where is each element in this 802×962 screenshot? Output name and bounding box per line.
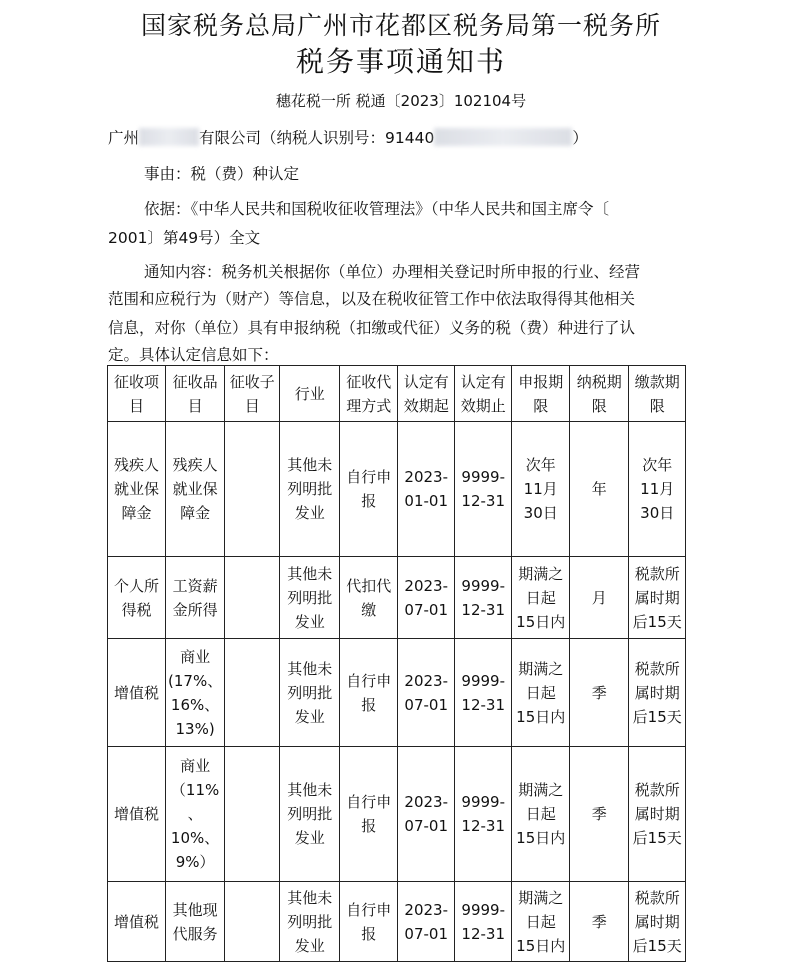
basis-line-2: 2001〕第49号）全文	[108, 229, 261, 247]
cell-text: 11月	[640, 480, 675, 498]
cell-text: 发业	[294, 504, 325, 522]
cell-text: 报	[361, 924, 377, 943]
cell-text: 报	[361, 817, 377, 835]
cell-text: 税款所	[634, 564, 680, 583]
table-cell	[512, 557, 570, 639]
cell-text: 自行申	[346, 468, 392, 486]
table-cell	[340, 557, 398, 639]
cell-text: 障金	[180, 504, 211, 522]
cell-text: 日起	[525, 805, 556, 823]
cell-text: 12-31	[461, 924, 505, 943]
table-row	[108, 882, 686, 962]
cell-text: 15日内	[516, 829, 566, 847]
cell-text: 9999-	[461, 793, 505, 811]
header-text: 纳税期	[576, 372, 622, 391]
table-header-cell	[225, 366, 280, 422]
cell-text: 自行申	[346, 900, 392, 919]
cell-text: 报	[361, 492, 377, 510]
table-cell	[166, 747, 225, 882]
table-header-cell	[512, 366, 570, 422]
table-cell	[280, 639, 340, 747]
cell-text: 15日内	[516, 936, 566, 955]
header-text: 目	[187, 396, 203, 415]
cell-text: 列明批	[287, 683, 333, 702]
addressee-suffix: 有限公司（纳税人识别号：91440	[199, 129, 435, 147]
table-cell	[512, 639, 570, 747]
basis-line-1: 依据：《中华人民共和国税收征收管理法》（中华人民共和国主席令〔	[144, 200, 610, 218]
header-text: 限	[649, 396, 665, 415]
table-row	[108, 747, 686, 882]
cell-text: 2023-	[404, 900, 448, 919]
addressee-tail: ）	[572, 129, 588, 147]
cell-text: 10%、	[170, 829, 220, 847]
table-cell	[108, 747, 166, 882]
cell-text: 后15天	[632, 612, 682, 631]
cell-text: 11月	[523, 480, 558, 498]
header-text: 理方式	[346, 396, 392, 415]
table-row	[108, 422, 686, 557]
cell-text: (17%、	[168, 671, 223, 690]
cell-text: 期满之	[518, 781, 564, 799]
table-cell	[166, 639, 225, 747]
cell-text: 后15天	[632, 707, 682, 726]
content-line-1: 通知内容：税务机关根据你（单位）办理相关登记时所申报的行业、经营	[144, 263, 641, 281]
cell-text: 其他未	[287, 781, 333, 799]
table-cell	[455, 639, 512, 747]
redacted-company-name	[139, 128, 199, 146]
cell-text: 月	[591, 588, 607, 607]
content-line-3: 信息，对你（单位）具有申报纳税（扣缴或代征）义务的税（费）种进行了认	[108, 319, 636, 337]
table-cell	[225, 882, 280, 962]
cell-text: 9999-	[461, 576, 505, 595]
cell-text: 其他未	[287, 564, 333, 583]
cell-text: 属时期	[634, 683, 680, 702]
table-cell	[629, 557, 686, 639]
cell-text: 增值税	[113, 805, 159, 823]
table-header-cell	[340, 366, 398, 422]
cell-text: 其他现	[172, 900, 218, 919]
cell-text: 07-01	[404, 817, 448, 835]
table-cell	[108, 639, 166, 747]
cell-text: 列明批	[287, 480, 333, 498]
header-text: 认定有	[460, 372, 506, 391]
reason-line: 事由：税（费）种认定	[144, 165, 300, 183]
table-cell	[225, 557, 280, 639]
table-cell	[225, 747, 280, 882]
table-cell	[512, 747, 570, 882]
table-cell	[629, 747, 686, 882]
cell-text: 07-01	[404, 695, 448, 714]
cell-text: 属时期	[634, 805, 680, 823]
table-row	[108, 639, 686, 747]
table-body	[108, 422, 686, 962]
cell-text: 13%)	[175, 719, 215, 738]
cell-text: 商业	[180, 647, 211, 666]
table-cell	[512, 422, 570, 557]
cell-text: 后15天	[632, 936, 682, 955]
cell-text: 15日内	[516, 707, 566, 726]
cell-text: 发业	[294, 612, 325, 631]
cell-text: 12-31	[461, 600, 505, 619]
table-cell	[455, 422, 512, 557]
cell-text: 增值税	[113, 912, 159, 931]
cell-text: 障金	[121, 504, 152, 522]
table-cell	[166, 422, 225, 557]
addressee-prefix: 广州	[108, 129, 140, 147]
cell-text: 01-01	[404, 492, 448, 510]
cell-text: 就业保	[172, 480, 218, 498]
cell-text: 发业	[294, 829, 325, 847]
cell-text: 残疾人	[113, 456, 159, 474]
cell-text: 税款所	[634, 659, 680, 678]
cell-text: 属时期	[634, 912, 680, 931]
cell-text: 工资薪	[172, 576, 218, 595]
header-text: 效期止	[460, 396, 506, 415]
cell-text: 就业保	[113, 480, 159, 498]
content-line-2: 范围和应税行为（财产）等信息，以及在税收征管工作中依法取得得其他相关	[108, 290, 636, 308]
header-text: 征收子	[229, 372, 275, 391]
cell-text: 12-31	[461, 817, 505, 835]
header-text: 目	[244, 396, 260, 415]
cell-text: 期满之	[518, 659, 564, 678]
table-cell	[570, 639, 629, 747]
cell-text: 商业	[180, 757, 211, 775]
table-cell	[225, 422, 280, 557]
table-cell	[340, 639, 398, 747]
table-header-cell	[108, 366, 166, 422]
table-cell	[570, 747, 629, 882]
table-cell	[570, 557, 629, 639]
cell-text: 2023-	[404, 671, 448, 690]
table-cell	[455, 747, 512, 882]
cell-text: 其他未	[287, 456, 333, 474]
table-header-cell	[570, 366, 629, 422]
table-cell	[629, 639, 686, 747]
cell-text: 季	[591, 912, 607, 931]
cell-text: 12-31	[461, 492, 505, 510]
header-text: 目	[128, 396, 144, 415]
content-line-4: 定。具体认定信息如下：	[108, 346, 279, 364]
cell-text: 自行申	[346, 793, 392, 811]
cell-text: （11%	[170, 781, 220, 799]
cell-text: 季	[591, 683, 607, 702]
table-cell	[340, 882, 398, 962]
table-cell	[455, 557, 512, 639]
cell-text: 缴	[361, 600, 377, 619]
cell-text: 残疾人	[172, 456, 218, 474]
header-text: 效期起	[403, 396, 449, 415]
cell-text: 、	[187, 805, 203, 823]
cell-text: 日起	[525, 588, 556, 607]
table-cell	[108, 557, 166, 639]
cell-text: 2023-	[404, 468, 448, 486]
table-cell	[280, 557, 340, 639]
table-cell	[280, 882, 340, 962]
document-number: 穗花税一所 税通〔2023〕102104号	[275, 92, 527, 110]
table-cell	[340, 422, 398, 557]
cell-text: 发业	[294, 707, 325, 726]
cell-text: 30日	[640, 504, 675, 522]
cell-text: 金所得	[172, 600, 218, 619]
cell-text: 日起	[525, 683, 556, 702]
table-cell	[398, 747, 455, 882]
table-cell	[398, 557, 455, 639]
header-text: 缴款期	[634, 372, 680, 391]
table-header-cell	[629, 366, 686, 422]
cell-text: 自行申	[346, 671, 392, 690]
table-cell	[280, 422, 340, 557]
redacted-taxpayer-id	[434, 128, 572, 146]
table-cell	[280, 747, 340, 882]
table-cell	[398, 882, 455, 962]
cell-text: 增值税	[113, 683, 159, 702]
cell-text: 9999-	[461, 671, 505, 690]
cell-text: 其他未	[287, 659, 333, 678]
cell-text: 报	[361, 695, 377, 714]
cell-text: 期满之	[518, 888, 564, 907]
table-cell	[225, 639, 280, 747]
cell-text: 30日	[523, 504, 558, 522]
header-text: 征收品	[172, 372, 218, 391]
cell-text: 次年	[642, 456, 673, 474]
table-cell	[398, 422, 455, 557]
header-text: 限	[533, 396, 549, 415]
cell-text: 15日内	[516, 612, 566, 631]
table-cell	[455, 882, 512, 962]
cell-text: 年	[591, 480, 607, 498]
cell-text: 列明批	[287, 805, 333, 823]
cell-text: 9999-	[461, 468, 505, 486]
cell-text: 9%）	[175, 853, 215, 871]
cell-text: 12-31	[461, 695, 505, 714]
cell-text: 税款所	[634, 781, 680, 799]
header-text: 征收项	[113, 372, 159, 391]
table-header-row	[108, 366, 686, 422]
table-cell	[629, 882, 686, 962]
table-header-cell	[166, 366, 225, 422]
cell-text: 得税	[121, 600, 152, 619]
document-title: 税务事项通知书	[295, 45, 506, 78]
cell-text: 后15天	[632, 829, 682, 847]
cell-text: 列明批	[287, 912, 333, 931]
table-cell	[629, 422, 686, 557]
cell-text: 16%、	[170, 695, 220, 714]
office-title: 国家税务总局广州市花都区税务局第一税务所	[140, 11, 661, 40]
table-header-cell	[455, 366, 512, 422]
header-text: 申报期	[518, 372, 564, 391]
header-text: 限	[591, 396, 607, 415]
cell-text: 列明批	[287, 588, 333, 607]
cell-text: 其他未	[287, 888, 333, 907]
cell-text: 属时期	[634, 588, 680, 607]
cell-text: 日起	[525, 912, 556, 931]
cell-text: 次年	[525, 456, 556, 474]
cell-text: 07-01	[404, 924, 448, 943]
addressee-line	[108, 126, 588, 148]
cell-text: 9999-	[461, 900, 505, 919]
cell-text: 期满之	[518, 564, 564, 583]
table-cell	[166, 557, 225, 639]
cell-text: 2023-	[404, 576, 448, 595]
table-cell	[570, 882, 629, 962]
tax-determination-table	[107, 365, 686, 962]
cell-text: 发业	[294, 936, 325, 955]
table-cell	[340, 747, 398, 882]
table-header-cell	[398, 366, 455, 422]
cell-text: 个人所	[113, 576, 159, 595]
cell-text: 税款所	[634, 888, 680, 907]
cell-text: 07-01	[404, 600, 448, 619]
table-cell	[108, 882, 166, 962]
header-text: 认定有	[403, 372, 449, 391]
cell-text: 代扣代	[346, 576, 392, 595]
cell-text: 代服务	[172, 924, 218, 943]
table-cell	[512, 882, 570, 962]
table-header-cell	[280, 366, 340, 422]
table-cell	[398, 639, 455, 747]
header-text: 行业	[294, 384, 325, 403]
table-cell	[166, 882, 225, 962]
table-cell	[108, 422, 166, 557]
header-text: 征收代	[346, 372, 392, 391]
cell-text: 季	[591, 805, 607, 823]
cell-text: 2023-	[404, 793, 448, 811]
table-cell	[570, 422, 629, 557]
table-row	[108, 557, 686, 639]
